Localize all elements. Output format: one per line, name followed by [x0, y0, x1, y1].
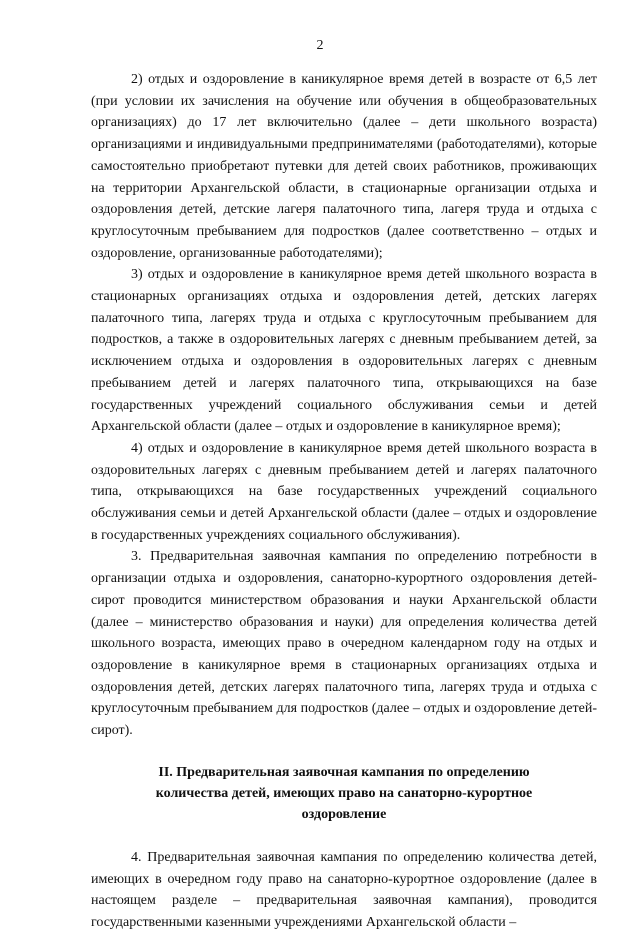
- paragraph-item-2: 2) отдых и оздоровление в каникулярное время детей в возрасте от 6,5 лет (при условии их зачисления на обучение или обучения в общеобразовательных организациях) до 17 лет включительно (далее – дети школьного возраста) организациями и индивидуальными предпринимателями (работодателями), которые самостоятельно приобретают путевки для детей своих работников, проживающих на территории Архангельской области, в стационарные организации отдыха и оздоровления детей, детские лагеря палаточного типа, лагеря труда и отдыха с круглосуточным пребыванием для подростков (далее соответственно – отдых и оздоровление, организованные работодателями);: [91, 72, 597, 261]
- paragraph-clause-3: 3. Предварительная заявочная кампания по определению потребности в организации отдыха и оздоровления, санаторно-курортного оздоровления детей-сирот проводится министерством образования и науки Архангельской области (далее – министерство образования и науки) для определения количества детей школьного возраста, имеющих право в очередном календарном году на отдых и оздоровление в каникулярное время в стационарных организациях отдыха и оздоровления детей, детских лагерях палаточного типа, лагерях труда и отдыха с круглосуточным пребыванием для подростков (далее – отдых и оздоровление детей-сирот).: [91, 549, 597, 739]
- paragraph-clause-4: 4. Предварительная заявочная кампания по определению количества детей, имеющих в очередном году право на санаторно-курортное оздоровление (далее в настоящем разделе – предварительная заявочная кампания), проводится государственными казенными учреждениями Архангельской области –: [91, 849, 597, 930]
- document-body: [91, 69, 597, 934]
- page-number: 2: [316, 38, 324, 53]
- paragraph-item-4: 4) отдых и оздоровление в каникулярное время детей школьного возраста в оздоровительных лагерях с дневным пребыванием детей и лагерях палаточного типа, открывающихся на базе государственных учреждений социального обслуживания семьи и детей Архангельской области (далее – отдых и оздоровление в государственных учреждениях социального обслуживания).: [91, 440, 597, 543]
- paragraph-item-3: 3) отдых и оздоровление в каникулярное время детей школьного возраста в стационарных организациях отдыха и оздоровления детей, детских лагерях палаточного типа, лагерях труда и отдыха с круглосуточным пребыванием для подростков, а также в оздоровительных лагерях с дневным пребыванием детей, за исключением отдыха и оздоровления в оздоровительных лагерях с дневным пребыванием детей и лагерях палаточного типа, открывающихся на базе государственных учреждений социального обслуживания семьи и детей Архангельской области (далее – отдых и оздоровление в каникулярное время);: [91, 267, 597, 435]
- section-heading: II. Предварительная заявочная кампания по определению количества детей, имеющих право на санаторно-курортное оздоровление: [155, 764, 533, 822]
